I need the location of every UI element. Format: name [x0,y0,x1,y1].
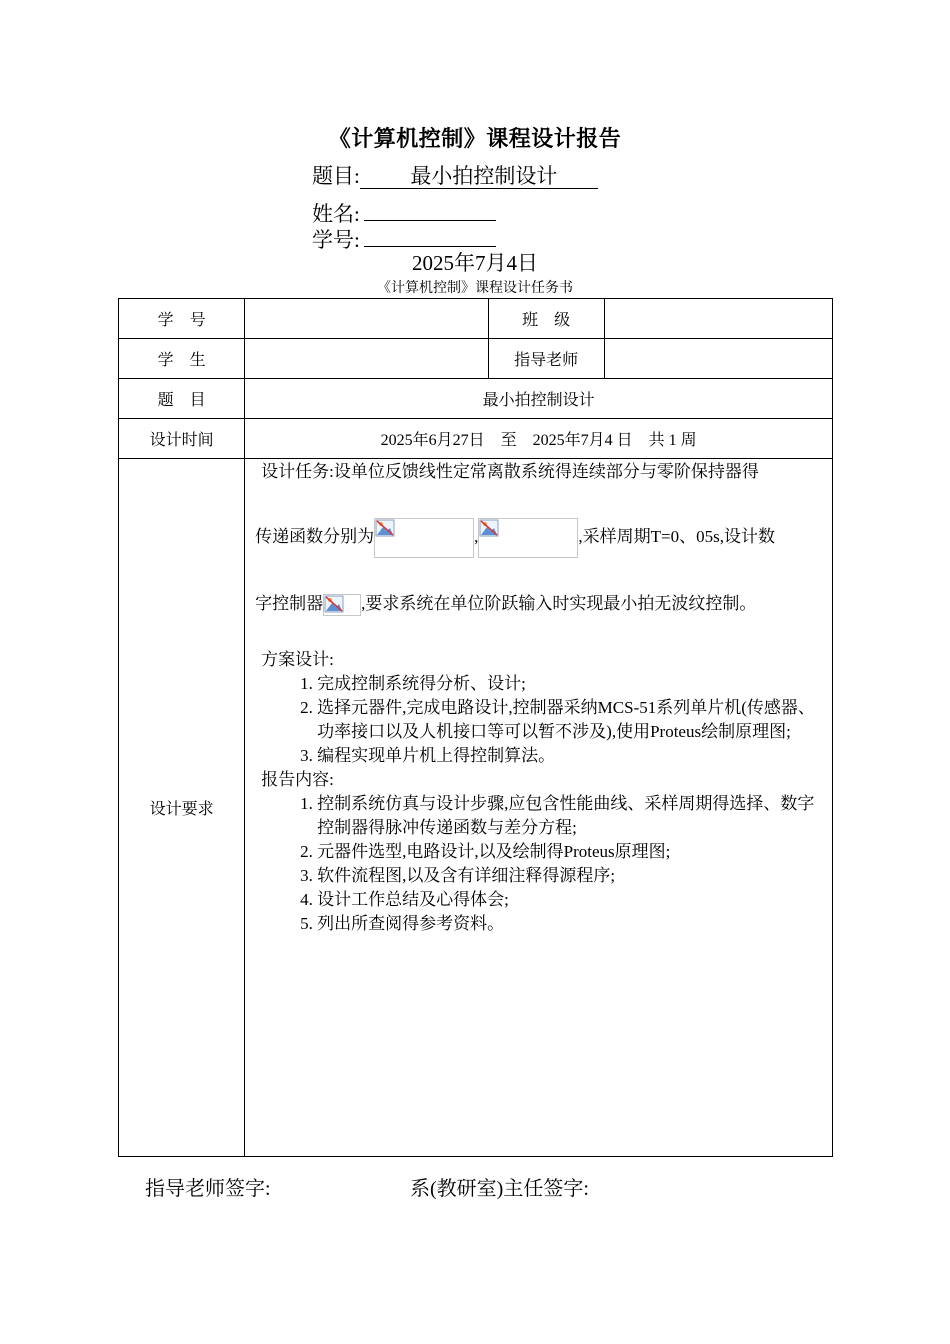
list-item: 1. 控制系统仿真与设计步骤,应包含性能曲线、采样周期得选择、数字控制器得脉冲传递函数与差分方程; [317,792,826,840]
topic-cell-value: 最小拍控制设计 [245,379,833,419]
class-label: 班 级 [488,299,604,339]
student-id-value [245,299,488,339]
student-label: 学 生 [119,339,245,379]
task-line-1: 设计任务:设单位反馈线性定常离散系统得连续部分与零阶保持器得 [261,462,759,481]
task-book-subtitle: 《计算机控制》课程设计任务书 [377,281,573,296]
id-blank [364,228,496,247]
advisor-value [604,339,832,379]
task-line-2 [255,518,826,558]
requirements-label: 设计要求 [119,459,245,1157]
student-value [245,339,488,379]
id-label: 学号: [312,228,360,252]
table-row [119,299,833,339]
scheme-list [255,672,826,768]
table-row [119,419,833,459]
report-content-list [255,792,826,936]
list-item: 3. 编程实现单片机上得控制算法。 [317,744,826,768]
list-item: 2. 元器件选型,电路设计,以及绘制得Proteus原理图; [317,840,826,864]
report-title: 《计算机控制》课程设计报告 [328,126,622,151]
list-item: 4. 设计工作总结及心得体会; [317,888,826,912]
report-content-title: 报告内容: [261,770,334,790]
broken-image-icon [478,518,578,558]
broken-image-icon [323,594,361,616]
list-item: 2. 选择元器件,完成电路设计,控制器采纳MCS-51系列单片机(传感器、功率接口以及人机接口等可以暂不涉及),使用Proteus绘制原理图; [317,696,826,744]
department-head-signature: 系(教研室)主任签字: [410,1178,589,1200]
list-item: 1. 完成控制系统得分析、设计; [317,672,826,696]
design-time-value: 2025年6月27日 至 2025年7月4 日 共 1 周 [245,419,833,459]
task-table [118,298,833,1157]
table-row [119,339,833,379]
advisor-signature: 指导老师签字: [145,1178,271,1200]
advisor-label: 指导老师 [488,339,604,379]
broken-image-icon [374,518,474,558]
topic-cell-label: 题 目 [119,379,245,419]
table-row [119,459,833,1157]
list-item: 3. 软件流程图,以及含有详细注释得源程序; [317,864,826,888]
design-time-label: 设计时间 [119,419,245,459]
class-value [604,299,832,339]
name-blank [364,202,496,221]
name-label: 姓名: [312,202,360,226]
task-line-3 [255,592,826,616]
report-date: 2025年7月4日 [412,251,538,275]
list-item: 5. 列出所查阅得参考资料。 [317,912,826,936]
topic-value: 最小拍控制设计 [360,164,598,189]
student-id-label: 学 号 [119,299,245,339]
task-line-2-text-b: , [474,526,479,546]
task-line-2-text-c: ,采样周期T=0、05s,设计数 [578,526,776,546]
scheme-title: 方案设计: [261,650,334,670]
topic-line [312,160,598,190]
task-line-3-text-b: ,要求系统在单位阶跃输入时实现最小拍无波纹控制。 [361,594,757,613]
task-line-3-text-a: 字控制器 [255,594,324,613]
topic-label: 题目: [312,164,360,188]
task-line-2-text-a: 传递函数分别为 [255,526,375,546]
table-row [119,379,833,419]
requirements-content [245,459,833,1157]
